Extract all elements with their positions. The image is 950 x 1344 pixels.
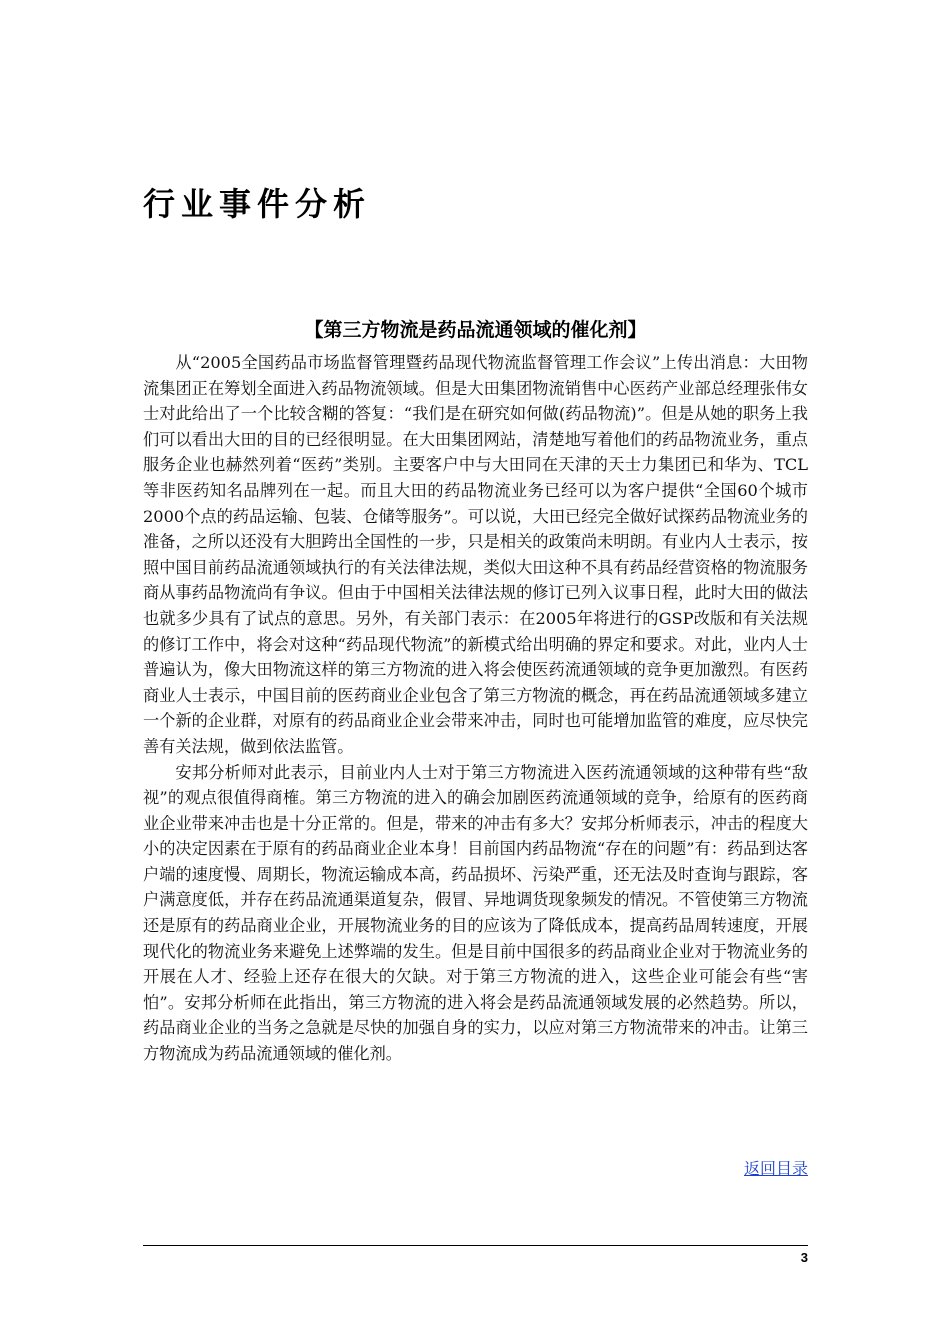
article-paragraph-1: 从“2005全国药品市场监督管理暨药品现代物流监督管理工作会议”上传出消息：大田物流集团正在筹划全面进入药品物流领域。但是大田集团物流销售中心医药产业部总经理张伟女士对此给出了一个比较含糊的答复：“我们是在研究如何做(药品物流)”。但是从她的职务上我们可以看出大田的目的已经很明显。在大田集团网站，清楚地写着他们的药品物流业务，重点服务企业也赫然列着“医药”类别。主要客户中与大田同在天津的天士力集团已和华为、TCL等非医药知名品牌列在一起。而且大田的药品物流业务已经可以为客户提供“全国60个城市2000个点的药品运输、包装、仓储等服务”。可以说，大田已经完全做好试探药品物流业务的准备，之所以还没有大胆跨出全国性的一步，只是相关的政策尚未明朗。有业内人士表示，按照中国目前药品流通领域执行的有关法律法规，类似大田这种不具有药品经营资格的物流服务商从事药品物流尚有争议。但由于中国相关法律法规的修订已列入议事日程，此时大田的做法也就多少具有了试点的意思。另外，有关部门表示：在2005年将进行的GSP改版和有关法规的修订工作中，将会对这种“药品现代物流”的新模式给出明确的界定和要求。对此，业内人士普遍认为，像大田物流这样的第三方物流的进入将会使医药流通领域的竞争更加激烈。有医药商业人士表示，中国目前的医药商业企业包含了第三方物流的概念，再在药品流通领域多建立一个新的企业群，对原有的药品商业企业会带来冲击，同时也可能增加监管的难度，应尽快完善有关法规，做到依法监管。 — [143, 353, 808, 756]
back-to-contents-link[interactable]: 返回目录 — [743, 1159, 808, 1178]
page-number: 3 — [800, 1250, 808, 1265]
section-heading: 行业事件分析 — [143, 185, 372, 223]
article-title: 【第三方物流是药品流通领域的催化剂】 — [304, 319, 647, 341]
article-paragraph-2: 安邦分析师对此表示，目前业内人士对于第三方物流进入医药流通领域的这种带有些“敌视”的观点很值得商榷。第三方物流的进入的确会加剧医药流通领域的竞争，给原有的医药商业企业带来冲击也是十分正常的。但是，带来的冲击有多大？安邦分析师表示，冲击的程度大小的决定因素在于原有的药品商业企业本身！目前国内药品物流“存在的问题”有：药品到达客户端的速度慢、周期长，物流运输成本高，药品损坏、污染严重，还无法及时查询与跟踪，客户满意度低，并存在药品流通渠道复杂，假冒、异地调货现象频发的情况。不管使第三方物流还是原有的药品商业企业，开展物流业务的目的应该为了降低成本，提高药品周转速度，开展现代化的物流业务来避免上述弊端的发生。但是目前中国很多的药品商业企业对于物流业务的开展在人才、经验上还存在很大的欠缺。对于第三方物流的进入，这些企业可能会有些“害怕”。安邦分析师在此指出，第三方物流的进入将会是药品流通领域发展的必然趋势。所以，药品商业企业的当务之急就是尽快的加强自身的实力，以应对第三方物流带来的冲击。让第三方物流成为药品流通领域的催化剂。 — [143, 762, 808, 1064]
article — [143, 316, 808, 1067]
footer-divider — [143, 1245, 808, 1246]
